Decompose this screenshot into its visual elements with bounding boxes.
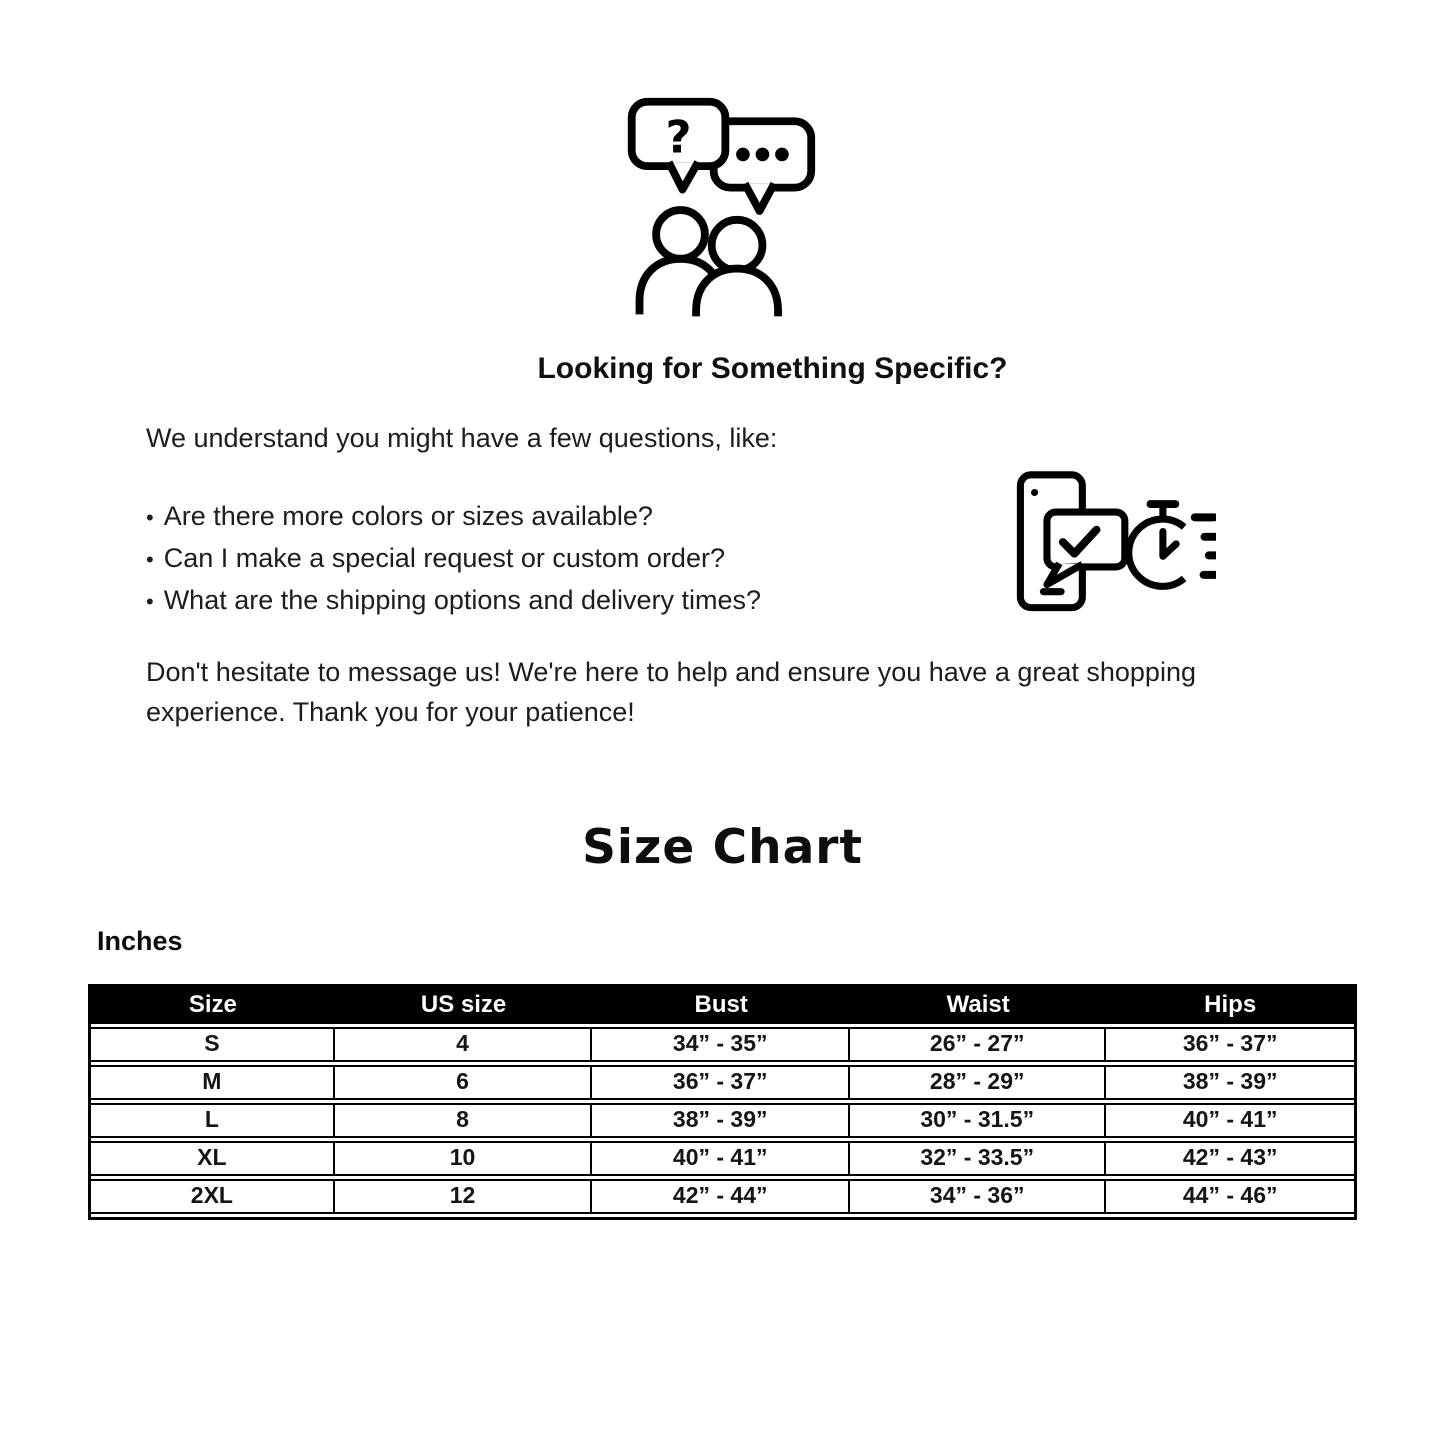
bullet-icon: • [146, 505, 154, 530]
cell-bust: 38” - 39” [592, 1103, 850, 1138]
cell-size: S [91, 1027, 335, 1062]
section-heading: Looking for Something Specific? [537, 352, 1008, 385]
cell-waist: 32” - 33.5” [850, 1141, 1106, 1176]
column-header-hips: Hips [1204, 991, 1257, 1018]
table-row-m [91, 1065, 1354, 1100]
closing-text: Don't hesitate to message us! We're here to help and ensure you have a great shopping experience. Thank you for your patience! [146, 657, 1196, 727]
faq-bullet-item [146, 538, 761, 580]
cell-waist: 26” - 27” [850, 1027, 1106, 1062]
cell-hips: 38” - 39” [1106, 1065, 1354, 1100]
faq-bullet-item [146, 496, 761, 538]
size-chart-title: Size Chart [582, 820, 863, 875]
two-people-chat-icon-svg [620, 92, 820, 318]
column-header-size: Size [188, 991, 237, 1018]
table-row-2xl [91, 1179, 1354, 1214]
cell-hips: 36” - 37” [1106, 1027, 1354, 1062]
cell-us: 6 [335, 1065, 593, 1100]
table-row-xl [91, 1141, 1354, 1176]
size-chart-header-row [91, 987, 1354, 1024]
cell-bust: 42” - 44” [592, 1179, 850, 1214]
table-row-l [91, 1103, 1354, 1138]
cell-waist: 34” - 36” [850, 1179, 1106, 1214]
cell-hips: 40” - 41” [1106, 1103, 1354, 1138]
table-row-s [91, 1027, 1354, 1062]
two-people-chat-icon [620, 92, 820, 318]
cell-bust: 34” - 35” [592, 1027, 850, 1062]
phone-stopwatch-icon [1008, 466, 1216, 618]
cell-size: M [91, 1065, 335, 1100]
faq-bullet-text: Can I make a special request or custom order? [163, 543, 725, 573]
cell-us: 4 [335, 1027, 593, 1062]
cell-size: XL [91, 1141, 335, 1176]
faq-bullet-text: What are the shipping options and delivery times? [163, 585, 762, 615]
faq-bullet-list [146, 496, 761, 622]
cell-us: 8 [335, 1103, 593, 1138]
cell-size: L [91, 1103, 335, 1138]
cell-waist: 28” - 29” [850, 1065, 1106, 1100]
cell-hips: 44” - 46” [1106, 1179, 1354, 1214]
bullet-icon: • [146, 547, 154, 572]
cell-hips: 42” - 43” [1106, 1141, 1354, 1176]
faq-bullet-item [146, 580, 761, 622]
svg-text:?: ? [665, 110, 692, 164]
unit-label: Inches [97, 926, 183, 956]
lead-text: We understand you might have a few questions, like: [146, 423, 778, 453]
column-header-us-size: US size [420, 991, 507, 1018]
cell-size: 2XL [91, 1179, 335, 1214]
faq-bullet-text: Are there more colors or sizes available? [163, 501, 653, 531]
message-check-icon [1047, 512, 1125, 585]
column-header-waist: Waist [946, 991, 1010, 1018]
stopwatch-icon [1129, 504, 1184, 586]
cell-bust: 36” - 37” [592, 1065, 850, 1100]
cell-bust: 40” - 41” [592, 1141, 850, 1176]
bullet-icon: • [146, 589, 154, 614]
phone-stopwatch-icon-svg [1008, 466, 1216, 618]
cell-us: 10 [335, 1141, 593, 1176]
speed-lines-icon [1195, 517, 1216, 575]
size-chart-table [88, 984, 1357, 1220]
column-header-bust: Bust [694, 991, 748, 1018]
cell-us: 12 [335, 1179, 593, 1214]
cell-waist: 30” - 31.5” [850, 1103, 1106, 1138]
